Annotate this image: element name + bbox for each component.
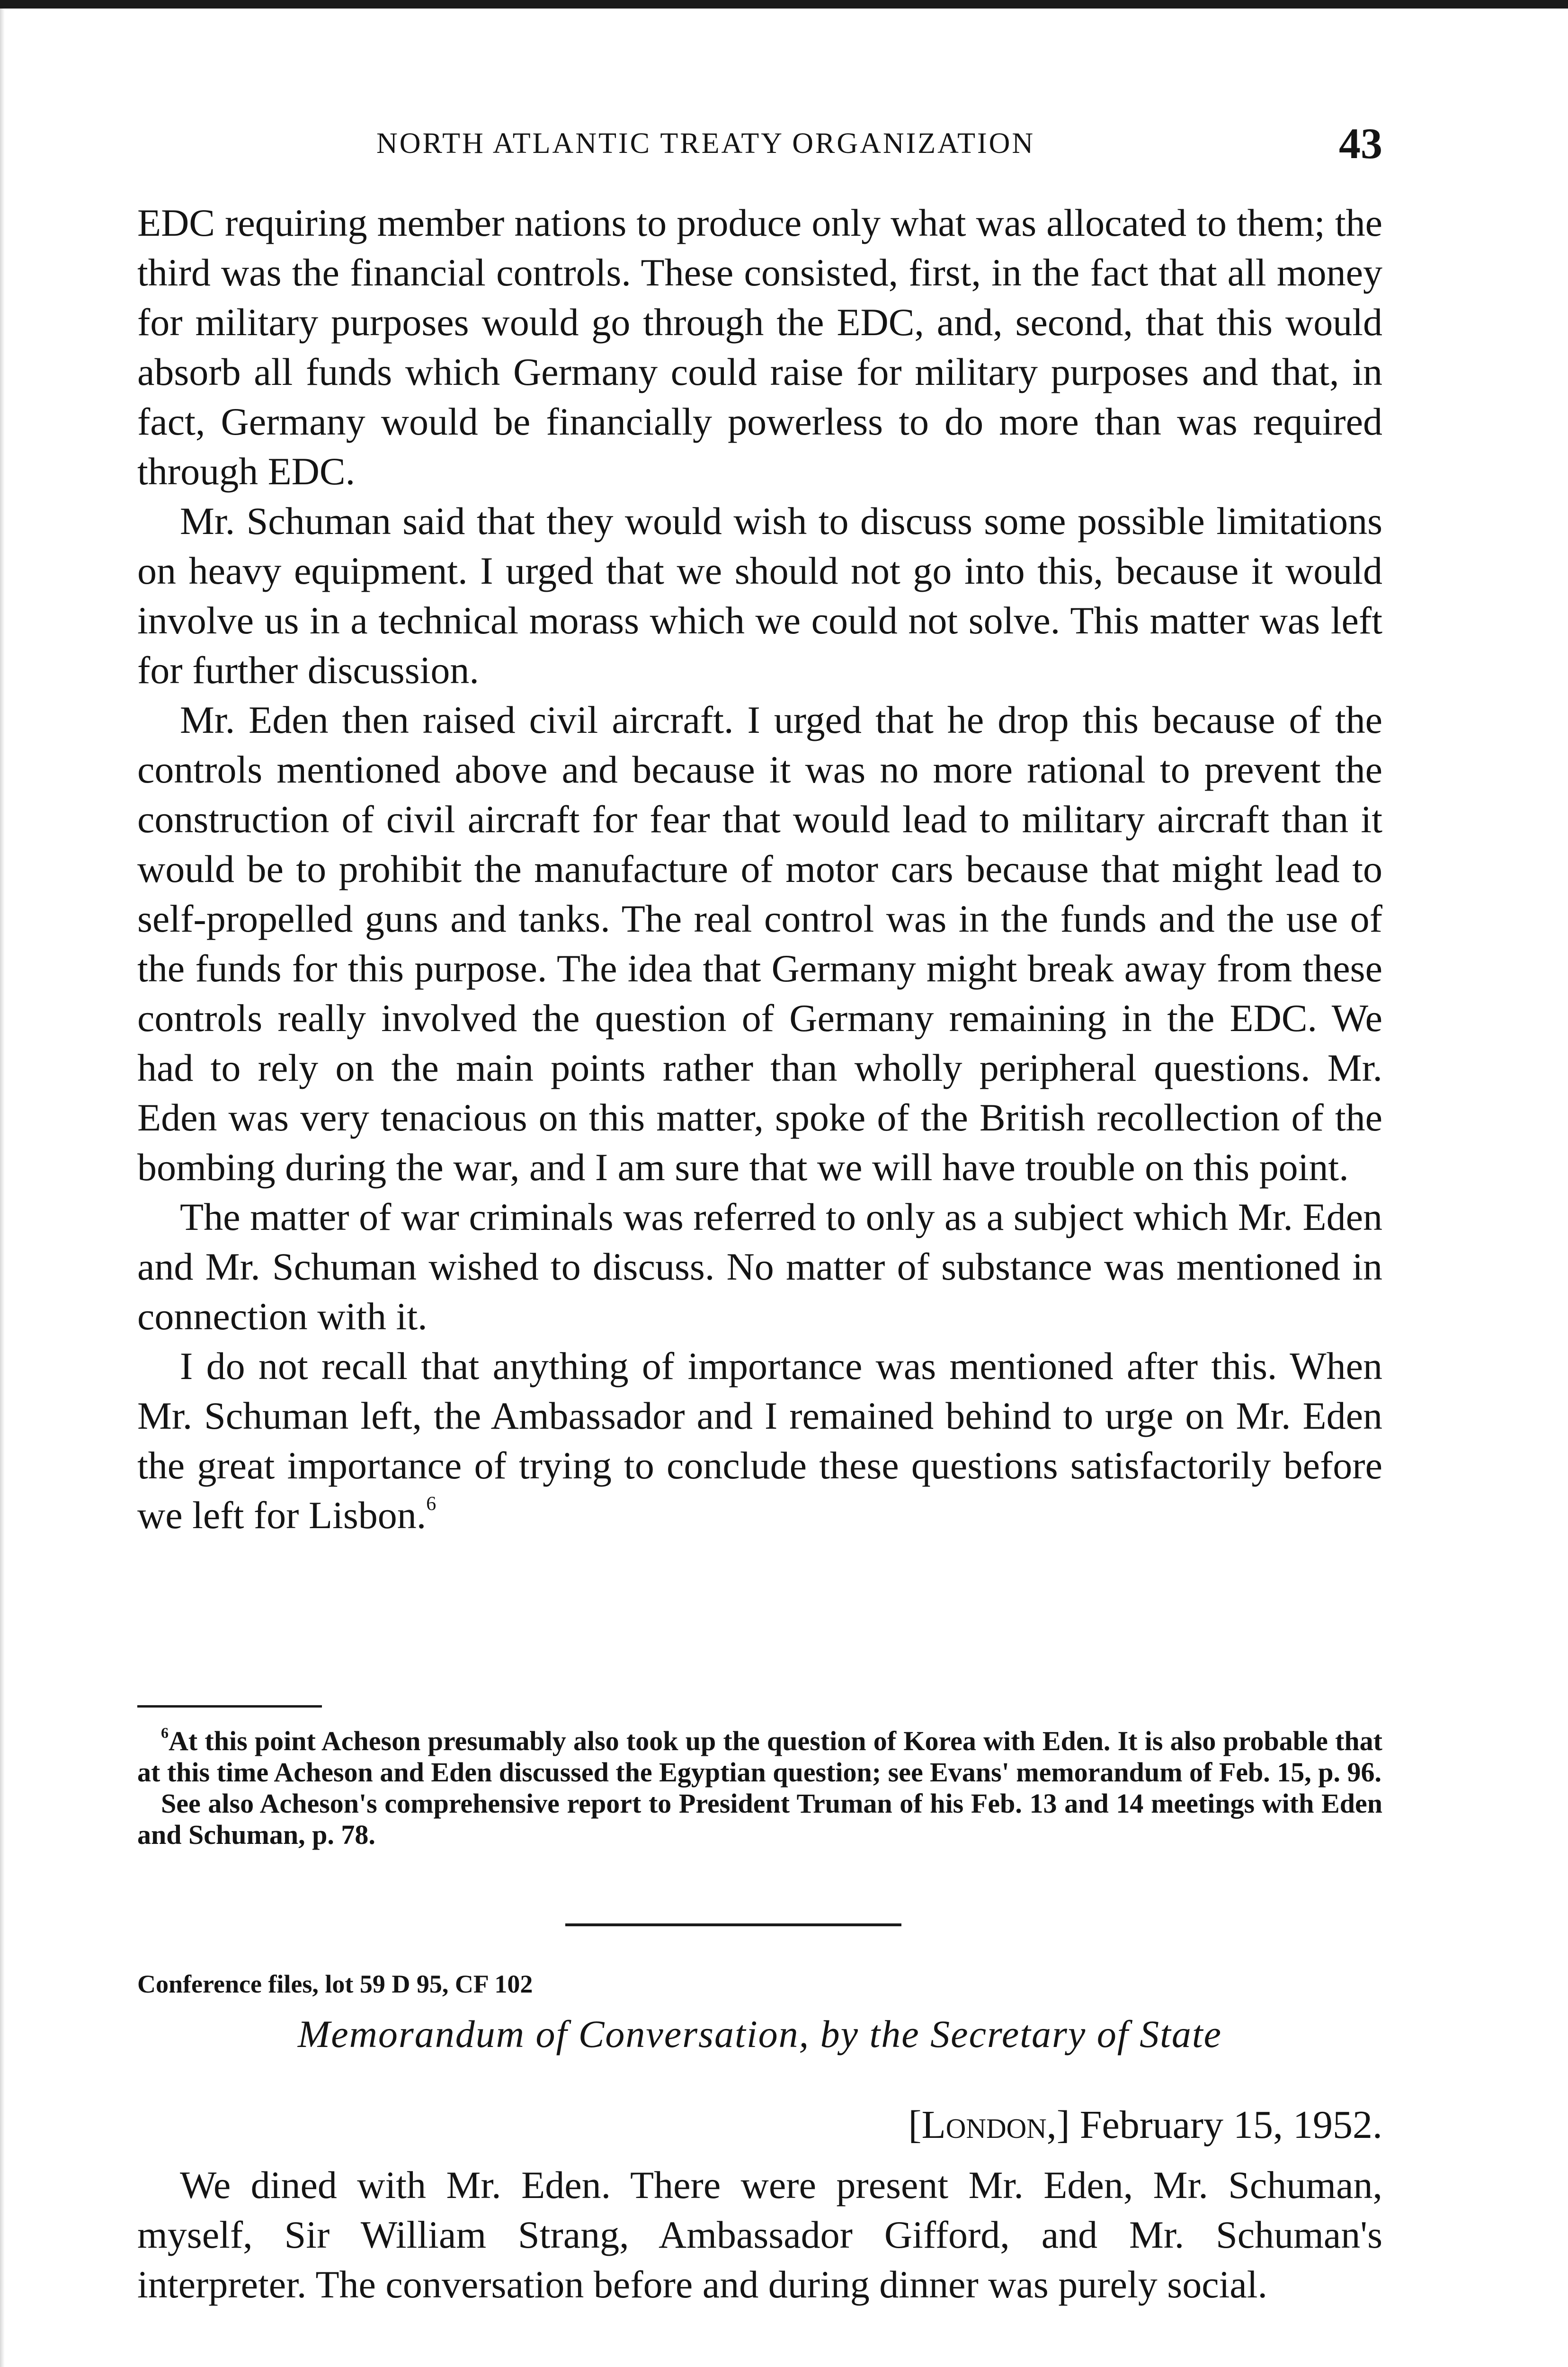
paragraph-1: EDC requiring member nations to produce only what was allocated to them; the third was the financial controls. These consisted, first, in the fact that all money for military purposes would go through the EDC, and, second, that this would absorb all funds which Germany could raise for military purposes and that, in fact, Germany would be financially powerless to do more than was required through EDC.: [137, 201, 1382, 493]
page-left-edge: [0, 9, 5, 2367]
footnote-6-text: At this point Acheson presumably also took up the question of Korea with Eden. It is also probable that at this time Acheson and Eden discussed the Egyptian question; see Evans' memorandum of Feb. 15, p. 96.: [137, 1726, 1382, 1788]
dateline-date: February 15, 1952.: [1079, 2103, 1382, 2147]
main-text: [137, 198, 1382, 1540]
dateline-place: [London,]: [908, 2103, 1070, 2147]
section-divider: [565, 1923, 901, 1926]
footnote-marker: 6: [161, 1724, 169, 1741]
paragraph-5: [137, 1341, 1382, 1540]
paragraph-3: Mr. Eden then raised civil aircraft. I urged that he drop this because of the controls mentioned above and because it was no more rational to prevent the construction of civil aircraft for fear that would lead to military aircraft than it would be to prohibit the manufacture of motor cars because that might lead to self-propelled guns and tanks. The real control was in the funds and the use of the funds for this purpose. The idea that Germany might break away from these controls really involved the question of Germany remaining in the EDC. We had to rely on the main points rather than wholly peripheral questions. Mr. Eden was very tenacious on this matter, spoke of the British recollection of the bombing during the war, and I am sure that we will have trouble on this point.: [137, 698, 1382, 1189]
dateline: [908, 2102, 1382, 2148]
paragraph-4: The matter of war criminals was referred to only as a subject which Mr. Eden and Mr. Schuman wished to discuss. No matter of substance was mentioned in connection with it.: [137, 1195, 1382, 1338]
memo-body: [137, 2160, 1382, 2309]
page-top-border: [0, 0, 1568, 9]
footnotes: [137, 1726, 1382, 1851]
running-head-title: NORTH ATLANTIC TREATY ORGANIZATION: [376, 127, 1035, 160]
paragraph-5-text: I do not recall that anything of importance was mentioned after this. When Mr. Schuman left, the Ambassador and I remained behind to urge on Mr. Eden the great importance of trying to conclude these questions satisfactorily before we left for Lisbon.: [137, 1344, 1382, 1537]
footnote-6-continued: See also Acheson's comprehensive report to President Truman of his Feb. 13 and 14 meetings with Eden and Schuman, p. 78.: [137, 1788, 1382, 1850]
footnote-6: [137, 1726, 1382, 1788]
page-number: 43: [1339, 119, 1382, 168]
memo-paragraph: We dined with Mr. Eden. There were present Mr. Eden, Mr. Schuman, myself, Sir William Strang, Ambassador Gifford, and Mr. Schuman's interpreter. The conversation before and during dinner was purely social.: [137, 2163, 1382, 2306]
memo-title: Memorandum of Conversation, by the Secretary of State: [297, 2012, 1222, 2056]
footnote-reference[interactable]: 6: [426, 1493, 437, 1515]
footnote-divider: [137, 1705, 322, 1708]
running-head: [137, 118, 1382, 170]
paragraph-2: Mr. Schuman said that they would wish to discuss some possible limitations on heavy equipment. I urged that we should not go into this, because it would involve us in a technical morass which we could not solve. This matter was left for further discussion.: [137, 499, 1382, 692]
source-citation: Conference files, lot 59 D 95, CF 102: [137, 1970, 533, 1998]
